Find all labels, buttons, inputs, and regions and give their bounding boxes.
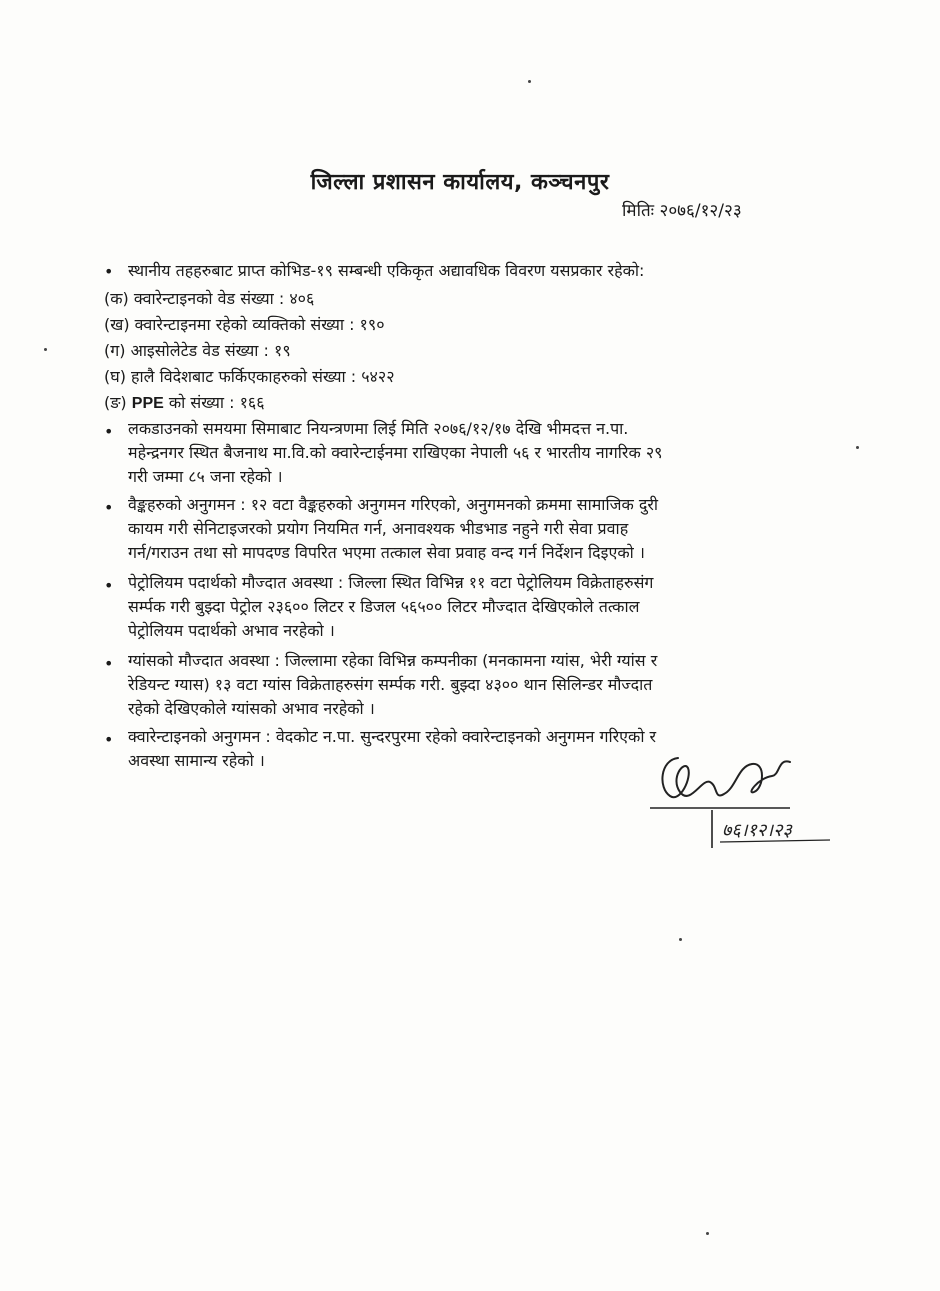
paragraph-line: रेडियन्ट ग्यास) १३ वटा ग्यांस विक्रेताहरुसंग सर्म्पक गरी. बुझ्दा ४३०० थान सिलिन्डर मौज्दात	[128, 675, 653, 694]
signature-date: ७६।१२।२३	[722, 820, 792, 841]
paragraph-line: रहेको देखिएकोले ग्यांसको अभाव नरहेको ।	[128, 699, 375, 718]
scan-speck	[856, 446, 859, 449]
paragraph-line: महेन्द्रनगर स्थित बैजनाथ मा.वि.को क्वारेन्टाईनमा राखिएका नेपाली ५६ र भारतीय नागरिक २९	[128, 443, 663, 462]
bullet-marker: •	[104, 576, 114, 595]
scan-speck	[44, 348, 47, 351]
paragraph-line: ग्यांसको मौज्दात अवस्था : जिल्लामा रहेका विभिन्न कम्पनीका (मनकामना ग्यांस, भेरी ग्यांस र	[128, 651, 658, 670]
paragraph-line: गरी जम्मा ८५ जना रहेको ।	[128, 467, 283, 486]
ppe-label: PPE	[131, 395, 164, 412]
scan-speck	[706, 1232, 709, 1235]
handwritten-signature	[640, 748, 840, 858]
bullet-marker: •	[104, 262, 114, 281]
paragraph-line: सर्म्पक गरी बुझ्दा पेट्रोल २३६०० लिटर र डिजल ५६५०० लिटर मौज्दात देखिएकोले तत्काल	[128, 597, 640, 616]
list-item: (क) क्वारेन्टाइनको वेड संख्या : ४०६	[104, 289, 315, 308]
paragraph-line: वैङ्कहरुको अनुगमन : १२ वटा वैङ्कहरुको अनुगमन गरिएको, अनुगमनको क्रममा सामाजिक दुरी	[128, 495, 659, 514]
scan-speck	[528, 80, 531, 83]
paragraph-line: कायम गरी सेनिटाइजरको प्रयोग नियमित गर्न, अनावश्यक भीडभाड नहुने गरी सेवा प्रवाह	[128, 519, 629, 538]
bullet-marker: •	[104, 730, 114, 749]
bullet-marker: •	[104, 654, 114, 673]
bullet-marker: •	[104, 422, 114, 441]
paragraph-line: पेट्रोलियम पदार्थको अभाव नरहेको ।	[128, 621, 335, 640]
list-item: (ग) आइसोलेटेड वेड संख्या : १९	[104, 341, 291, 360]
list-item	[104, 392, 265, 415]
bullet-marker: •	[104, 498, 114, 517]
list-item: (ख) क्वारेन्टाइनमा रहेको व्यक्तिको संख्या : १९०	[104, 315, 385, 334]
paragraph-line: पेट्रोलियम पदार्थको मौज्दात अवस्था : जिल्ला स्थित विभिन्न ११ वटा पेट्रोलियम विक्रेताहरुसंग	[128, 573, 654, 592]
paragraph-line: गर्न/गराउन तथा सो मापदण्ड विपरित भएमा तत्काल सेवा प्रवाह वन्द गर्न निर्देशन दिइएको ।	[128, 543, 645, 562]
office-title: जिल्ला प्रशासन कार्यालय, कञ्चनपुर	[310, 170, 610, 195]
document-date: मितिः २०७६/१२/२३	[622, 201, 742, 221]
ppe-rest: को संख्या : १६६	[168, 393, 265, 412]
paragraph-line: लकडाउनको समयमा सिमाबाट नियन्त्रणमा लिई मिति २०७६/१२/१७ देखि भीमदत्त न.पा.	[128, 419, 629, 438]
paragraph-line: क्वारेन्टाइनको अनुगमन : वेदकोट न.पा. सुन्दरपुरमा रहेको क्वारेन्टाइनको अनुगमन गरिएको र	[128, 727, 657, 746]
scan-speck	[679, 938, 682, 941]
ppe-prefix: (ङ)	[104, 393, 127, 412]
list-item: (घ) हालै विदेशबाट फर्किएकाहरुको संख्या : ५४२२	[104, 367, 395, 386]
intro-line: स्थानीय तहहरुबाट प्राप्त कोभिड-१९ सम्बन्धी एकिकृत अद्यावधिक विवरण यसप्रकार रहेको:	[128, 261, 645, 280]
paragraph-line: अवस्था सामान्य रहेको ।	[128, 751, 265, 770]
